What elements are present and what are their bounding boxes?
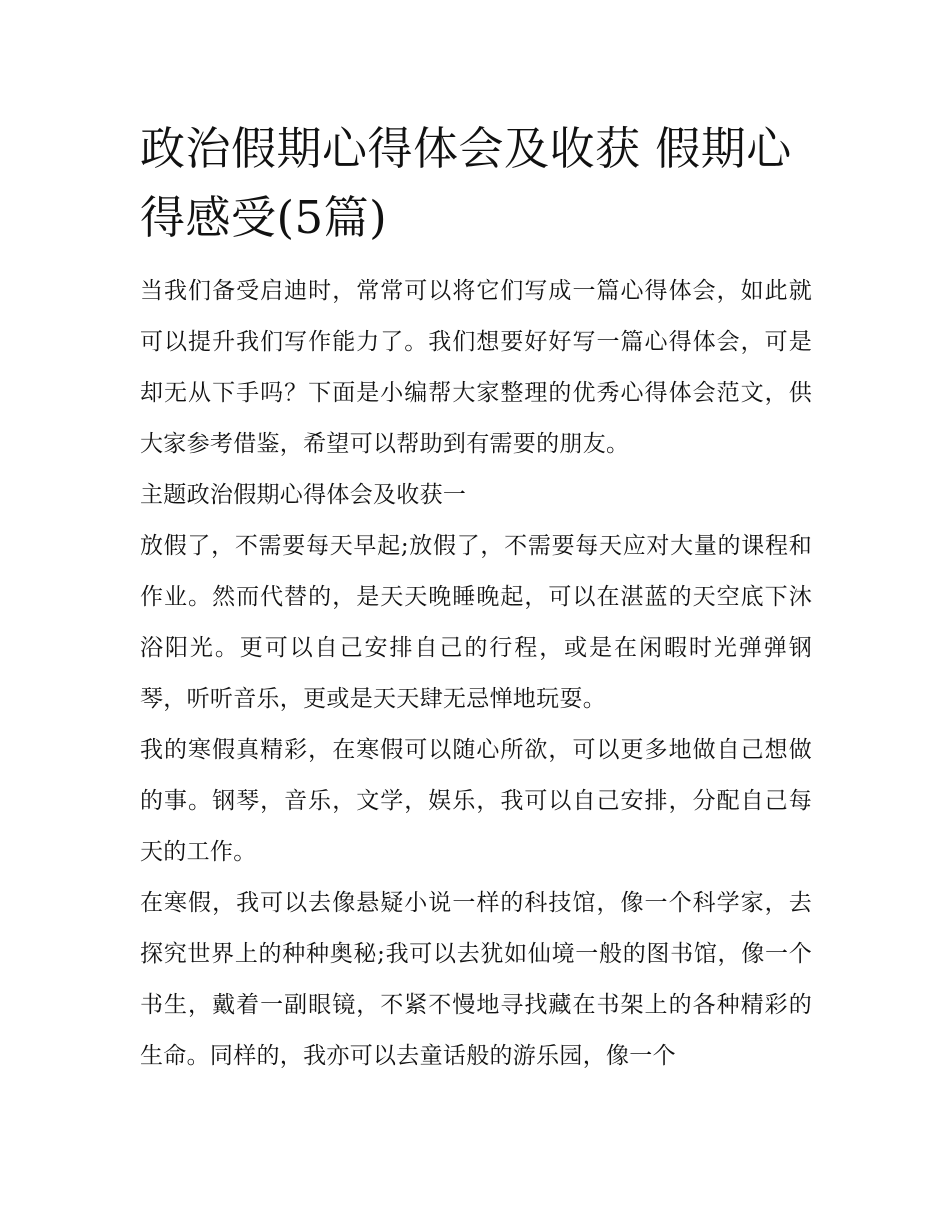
body-paragraph: 我的寒假真精彩，在寒假可以随心所欲，可以更多地做自己想做的事。钢琴，音乐，文学，娱乐，我可以自己安排，分配自己每天的工作。 [140,737,812,865]
section-heading: 主题政治假期心得体会及收获一 [140,482,467,508]
document-title: 政治假期心得体会及收获 假期心得感受(5篇) [140,122,792,244]
body-paragraph: 放假了，不需要每天早起;放假了，不需要每天应对大量的课程和作业。然而代替的，是天天晚睡晚起，可以在湛蓝的天空底下沐浴阳光。更可以自己安排自己的行程，或是在闲暇时光弹弹钢琴，听听音乐，更或是天天肆无忌惮地玩耍。 [140,533,812,712]
document-body [140,114,812,1082]
intro-paragraph: 当我们备受启迪时，常常可以将它们写成一篇心得体会，如此就可以提升我们写作能力了。我们想要好好写一篇心得体会，可是却无从下手吗？下面是小编帮大家整理的优秀心得体会范文，供大家参考借鉴，希望可以帮助到有需要的朋友。 [140,278,812,457]
body-paragraph: 在寒假，我可以去像悬疑小说一样的科技馆，像一个科学家，去探究世界上的种种奥秘;我可以去犹如仙境一般的图书馆，像一个书生，戴着一副眼镜，不紧不慢地寻找藏在书架上的各种精彩的生命。同样的，我亦可以去童话般的游乐园，像一个 [140,890,812,1069]
